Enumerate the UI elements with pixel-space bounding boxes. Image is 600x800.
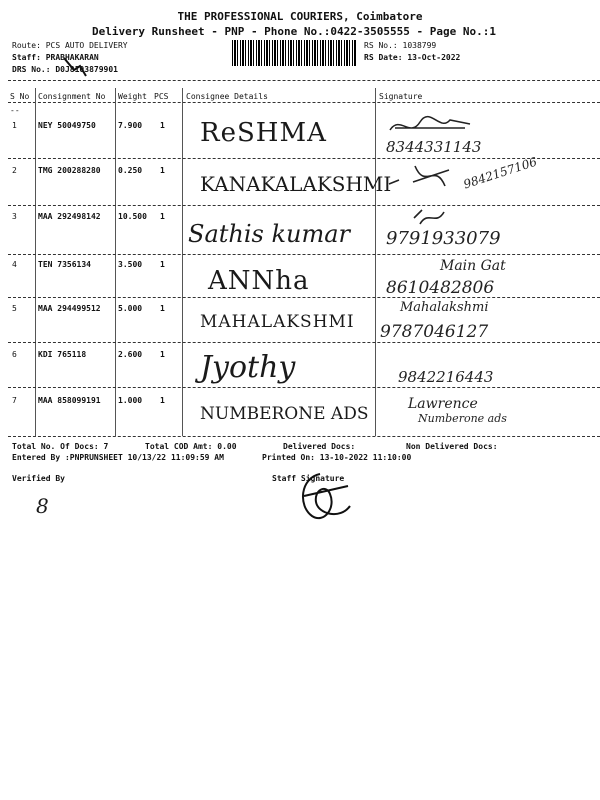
row-pcs: 1 xyxy=(160,396,165,405)
delivered-docs: Delivered Docs: xyxy=(283,442,356,451)
row-pcs: 1 xyxy=(160,212,165,221)
row-consignment: KDI 765118 xyxy=(38,350,87,359)
row-pcs: 1 xyxy=(160,121,165,130)
total-docs: Total No. Of Docs: 7 xyxy=(12,442,109,451)
row-consignment: TMG 200288280 xyxy=(38,166,101,175)
row-consignment: NEY 50049750 xyxy=(38,121,96,130)
row-phone-handwritten: 8344331143 xyxy=(386,138,482,156)
row-consignee-handwritten: Sathis kumar xyxy=(188,220,351,248)
row-consignee-handwritten: ANNha xyxy=(208,266,310,296)
row-consignee-handwritten: MAHALAKSHMI xyxy=(200,312,355,332)
rs-number: RS No.: 1038799 xyxy=(364,41,437,50)
row-weight: 7.900 xyxy=(118,121,143,130)
signature-scrawl xyxy=(385,160,465,196)
printed-on: Printed On: 13-10-2022 11:10:00 xyxy=(262,453,412,462)
staff-signature-label: Staff Signature xyxy=(272,474,345,483)
row-weight: 1.000 xyxy=(118,396,143,405)
row-consignee-handwritten: KANAKALAKSHMI xyxy=(200,172,392,196)
column-header-pcs: PCS xyxy=(154,92,169,101)
non-delivered-docs: Non Delivered Docs: xyxy=(406,442,498,451)
column-header-signature: Signature xyxy=(379,92,423,101)
staff-label: Staff: PRABHAKARAN xyxy=(12,53,99,62)
row-consignment: TEN 7356134 xyxy=(38,260,91,269)
row-divider xyxy=(8,254,600,255)
pen-mark-icon xyxy=(60,56,90,78)
row-divider xyxy=(8,387,600,388)
row-divider xyxy=(8,436,600,437)
document-title: THE PROFESSIONAL COURIERS, Coimbatore xyxy=(177,10,423,23)
row-phone-handwritten: 9791933079 xyxy=(386,228,501,249)
header-divider-bottom xyxy=(8,102,600,103)
column-header-consignment: Consignment No xyxy=(38,92,106,101)
column-divider xyxy=(375,88,376,436)
signature-scrawl xyxy=(410,206,450,228)
continuation-mark: -- xyxy=(10,106,20,115)
column-divider xyxy=(115,88,116,436)
row-phone-handwritten: 9787046127 xyxy=(380,322,489,342)
row-weight: 0.250 xyxy=(118,166,143,175)
column-header-consignee: Consignee Details xyxy=(186,92,268,101)
row-pcs: 1 xyxy=(160,304,165,313)
row-phone-handwritten: 8610482806 xyxy=(386,278,495,298)
row-sno: 4 xyxy=(12,260,17,269)
row-consignee-handwritten: ReSHMA xyxy=(200,118,327,148)
row-sno: 7 xyxy=(12,396,17,405)
row-weight: 3.500 xyxy=(118,260,143,269)
signature-note: Lawrence xyxy=(408,396,478,412)
row-sno: 6 xyxy=(12,350,17,359)
column-header-sno: S No xyxy=(10,92,30,101)
staff-signature-scrawl xyxy=(290,466,360,528)
signature-note: Numberone ads xyxy=(418,412,507,425)
row-consignee-handwritten: Jyothy xyxy=(200,350,296,385)
row-sno: 5 xyxy=(12,304,17,313)
row-consignment: MAA 294499512 xyxy=(38,304,101,313)
row-phone-handwritten: 9842157106 xyxy=(461,154,539,192)
column-header-weight: Weight xyxy=(118,92,147,101)
row-sno: 3 xyxy=(12,212,17,221)
row-consignment: MAA 292498142 xyxy=(38,212,101,221)
row-phone-handwritten: 9842216443 xyxy=(398,368,494,386)
signature-note: Main Gat xyxy=(440,258,506,274)
row-consignment: MAA 858099191 xyxy=(38,396,101,405)
row-sno: 1 xyxy=(12,121,17,130)
verified-by-label: Verified By xyxy=(12,474,65,483)
drs-number: DRS No.: D0J8103879901 xyxy=(12,65,118,74)
row-divider xyxy=(8,297,600,298)
row-divider xyxy=(8,205,600,206)
row-weight: 5.000 xyxy=(118,304,143,313)
row-weight: 10.500 xyxy=(118,212,147,221)
header-divider-top xyxy=(8,80,600,81)
column-divider xyxy=(182,88,183,436)
row-pcs: 1 xyxy=(160,260,165,269)
row-consignee-handwritten: NUMBERONE ADS xyxy=(200,404,369,424)
signature-note: Mahalakshmi xyxy=(400,300,489,315)
route-label: Route: PCS AUTO DELIVERY xyxy=(12,41,128,50)
row-pcs: 1 xyxy=(160,350,165,359)
row-sno: 2 xyxy=(12,166,17,175)
rs-date: RS Date: 13-Oct-2022 xyxy=(364,53,461,62)
column-divider xyxy=(35,88,36,436)
document-subtitle: Delivery Runsheet - PNP - Phone No.:0422-3505555 - Page No.:1 xyxy=(92,25,496,38)
entered-by: Entered By :PNPRUNSHEET 10/13/22 11:09:59 AM xyxy=(12,453,224,462)
barcode xyxy=(232,40,356,66)
verified-handwritten-mark: 8 xyxy=(36,494,49,518)
row-weight: 2.600 xyxy=(118,350,143,359)
signature-scrawl xyxy=(385,110,475,140)
row-divider xyxy=(8,158,600,159)
total-cod: Total COD Amt: 0.00 xyxy=(145,442,237,451)
row-divider xyxy=(8,342,600,343)
row-pcs: 1 xyxy=(160,166,165,175)
